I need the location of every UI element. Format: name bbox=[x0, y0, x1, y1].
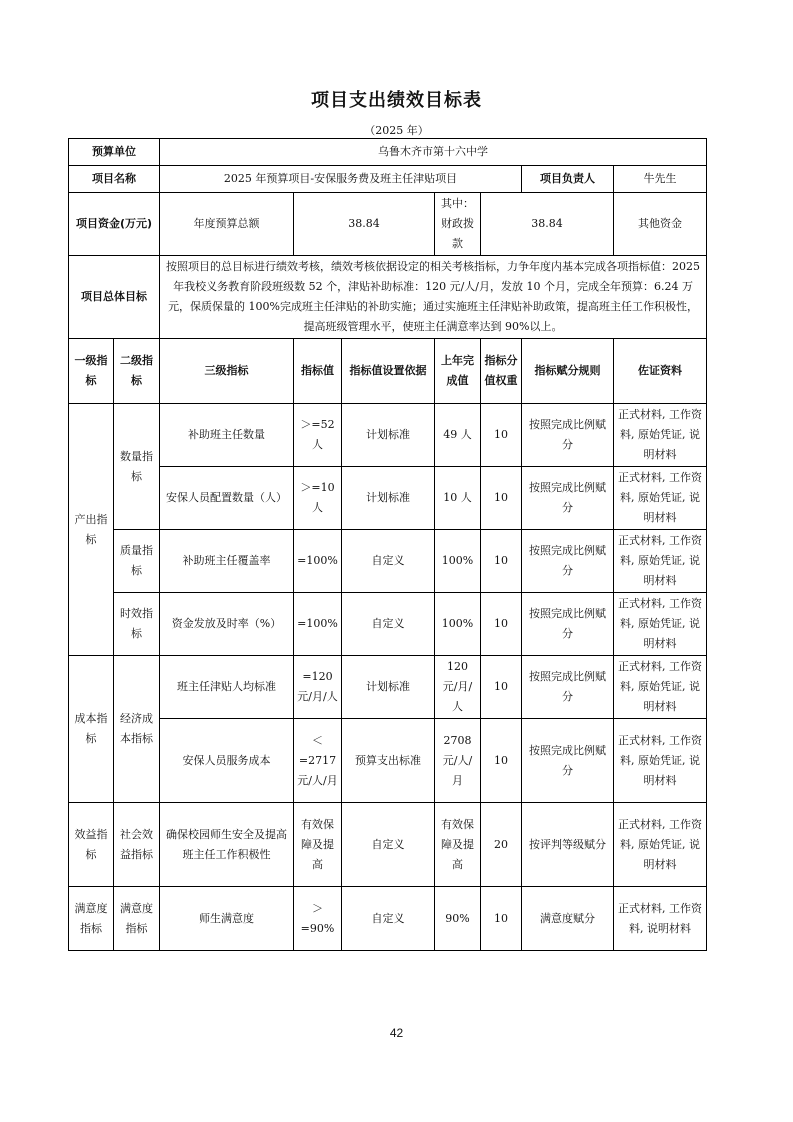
group-output: 产出指标 bbox=[69, 404, 114, 656]
project-name-label: 项目名称 bbox=[69, 166, 160, 193]
fiscal-funds-value: 38.84 bbox=[481, 193, 614, 256]
indicator-name: 安保人员配置数量（人） bbox=[160, 467, 294, 530]
project-manager-value: 牛先生 bbox=[614, 166, 707, 193]
indicator-name: 资金发放及时率（%） bbox=[160, 593, 294, 656]
indicator-basis: 计划标准 bbox=[342, 656, 435, 719]
header-value: 指标值 bbox=[294, 339, 342, 404]
indicator-last: 49 人 bbox=[435, 404, 481, 467]
header-evidence: 佐证资料 bbox=[614, 339, 707, 404]
indicator-last: 120 元/月/人 bbox=[435, 656, 481, 719]
indicator-rule: 满意度赋分 bbox=[522, 887, 614, 951]
indicator-last: 100% bbox=[435, 593, 481, 656]
table-row bbox=[69, 803, 707, 887]
indicator-name: 确保校园师生安全及提高班主任工作积极性 bbox=[160, 803, 294, 887]
group-quantity: 数量指标 bbox=[114, 404, 160, 530]
table-row bbox=[69, 467, 707, 530]
indicator-last: 90% bbox=[435, 887, 481, 951]
goal-label: 项目总体目标 bbox=[69, 256, 160, 339]
indicator-name: 补助班主任数量 bbox=[160, 404, 294, 467]
indicator-basis: 预算支出标准 bbox=[342, 719, 435, 803]
budget-unit-value: 乌鲁木齐市第十六中学 bbox=[160, 139, 707, 166]
header-weight: 指标分值权重 bbox=[481, 339, 522, 404]
indicator-last: 100% bbox=[435, 530, 481, 593]
indicator-value: =100% bbox=[294, 530, 342, 593]
indicator-rule: 按评判等级赋分 bbox=[522, 803, 614, 887]
header-basis: 指标值设置依据 bbox=[342, 339, 435, 404]
project-manager-label: 项目负责人 bbox=[522, 166, 614, 193]
indicator-evidence: 正式材料, 工作资料, 原始凭证, 说明材料 bbox=[614, 530, 707, 593]
row-budget-unit bbox=[69, 139, 707, 166]
indicator-evidence: 正式材料, 工作资料, 说明材料 bbox=[614, 887, 707, 951]
table-row bbox=[69, 656, 707, 719]
header-rule: 指标赋分规则 bbox=[522, 339, 614, 404]
indicator-basis: 自定义 bbox=[342, 803, 435, 887]
header-last-year: 上年完成值 bbox=[435, 339, 481, 404]
table-row bbox=[69, 593, 707, 656]
indicator-evidence: 正式材料, 工作资料, 原始凭证, 说明材料 bbox=[614, 404, 707, 467]
indicator-rule: 按照完成比例赋分 bbox=[522, 593, 614, 656]
indicator-value: =100% bbox=[294, 593, 342, 656]
indicator-weight: 10 bbox=[481, 887, 522, 951]
budget-unit-label: 预算单位 bbox=[69, 139, 160, 166]
indicator-rule: 按照完成比例赋分 bbox=[522, 404, 614, 467]
annual-budget-value: 38.84 bbox=[294, 193, 435, 256]
table-row bbox=[69, 719, 707, 803]
annual-budget-label: 年度预算总额 bbox=[160, 193, 294, 256]
row-funds bbox=[69, 193, 707, 256]
indicator-weight: 10 bbox=[481, 530, 522, 593]
year-label: （2025 年） bbox=[364, 124, 429, 137]
indicator-evidence: 正式材料, 工作资料, 原始凭证, 说明材料 bbox=[614, 467, 707, 530]
indicator-basis: 计划标准 bbox=[342, 467, 435, 530]
indicator-value: ＞=52 人 bbox=[294, 404, 342, 467]
indicator-weight: 10 bbox=[481, 467, 522, 530]
header-level3: 三级指标 bbox=[160, 339, 294, 404]
row-goal bbox=[69, 256, 707, 339]
indicator-value: ＜=2717 元/人/月 bbox=[294, 719, 342, 803]
indicator-rule: 按照完成比例赋分 bbox=[522, 656, 614, 719]
funds-label: 项目资金(万元) bbox=[69, 193, 160, 256]
group-satisfaction: 满意度指标 bbox=[69, 887, 114, 951]
group-satisfaction-sub: 满意度指标 bbox=[114, 887, 160, 951]
group-social-benefit: 社会效益指标 bbox=[114, 803, 160, 887]
indicator-weight: 10 bbox=[481, 656, 522, 719]
indicator-last: 2708 元/人/月 bbox=[435, 719, 481, 803]
indicator-name: 安保人员服务成本 bbox=[160, 719, 294, 803]
indicator-value: ＞=90% bbox=[294, 887, 342, 951]
indicator-basis: 计划标准 bbox=[342, 404, 435, 467]
page-number: 42 bbox=[389, 1026, 404, 1040]
group-timeliness: 时效指标 bbox=[114, 593, 160, 656]
indicator-last: 10 人 bbox=[435, 467, 481, 530]
group-cost: 成本指标 bbox=[69, 656, 114, 803]
indicator-weight: 10 bbox=[481, 593, 522, 656]
group-economic-cost: 经济成本指标 bbox=[114, 656, 160, 803]
indicator-evidence: 正式材料, 工作资料, 原始凭证, 说明材料 bbox=[614, 656, 707, 719]
fiscal-funds-label: 其中：财政拨款 bbox=[435, 193, 481, 256]
indicator-rule: 按照完成比例赋分 bbox=[522, 719, 614, 803]
indicator-weight: 10 bbox=[481, 404, 522, 467]
header-row bbox=[69, 339, 707, 404]
indicator-value: ＞=10 人 bbox=[294, 467, 342, 530]
indicator-basis: 自定义 bbox=[342, 593, 435, 656]
indicator-evidence: 正式材料, 工作资料, 原始凭证, 说明材料 bbox=[614, 803, 707, 887]
table-row bbox=[69, 887, 707, 951]
table-row bbox=[69, 530, 707, 593]
indicator-last: 有效保障及提高 bbox=[435, 803, 481, 887]
header-level2: 二级指标 bbox=[114, 339, 160, 404]
page-title: 项目支出绩效目标表 bbox=[311, 90, 482, 111]
indicator-value: =120 元/月/人 bbox=[294, 656, 342, 719]
group-benefit: 效益指标 bbox=[69, 803, 114, 887]
indicator-rule: 按照完成比例赋分 bbox=[522, 530, 614, 593]
indicator-weight: 10 bbox=[481, 719, 522, 803]
indicator-evidence: 正式材料, 工作资料, 原始凭证, 说明材料 bbox=[614, 593, 707, 656]
indicator-value: 有效保障及提高 bbox=[294, 803, 342, 887]
row-project-name bbox=[69, 166, 707, 193]
table-row bbox=[69, 404, 707, 467]
goal-text: 按照项目的总目标进行绩效考核，绩效考核依据设定的相关考核指标，力争年度内基本完成各项指标值：2025 年我校义务教育阶段班级数 52 个，津贴补助标准：120 元/人/月，发放 10 个月，完成全年预算：6.24 万元，保质保量的 100%完成班主任津贴的补助实施；通过实施班主任津贴补助政策，提高班主任工作积极性，提高班级管理水平，使班主任满意率达到 90%以上。 bbox=[160, 256, 707, 339]
indicator-basis: 自定义 bbox=[342, 530, 435, 593]
other-funds-label-cell: 其他资金 bbox=[614, 193, 707, 256]
project-name-value: 2025 年预算项目-安保服务费及班主任津贴项目 bbox=[160, 166, 522, 193]
indicator-weight: 20 bbox=[481, 803, 522, 887]
group-quality: 质量指标 bbox=[114, 530, 160, 593]
performance-table bbox=[68, 138, 707, 951]
header-level1: 一级指标 bbox=[69, 339, 114, 404]
indicator-evidence: 正式材料, 工作资料, 原始凭证, 说明材料 bbox=[614, 719, 707, 803]
indicator-rule: 按照完成比例赋分 bbox=[522, 467, 614, 530]
indicator-name: 师生满意度 bbox=[160, 887, 294, 951]
indicator-name: 补助班主任覆盖率 bbox=[160, 530, 294, 593]
indicator-basis: 自定义 bbox=[342, 887, 435, 951]
indicator-name: 班主任津贴人均标准 bbox=[160, 656, 294, 719]
